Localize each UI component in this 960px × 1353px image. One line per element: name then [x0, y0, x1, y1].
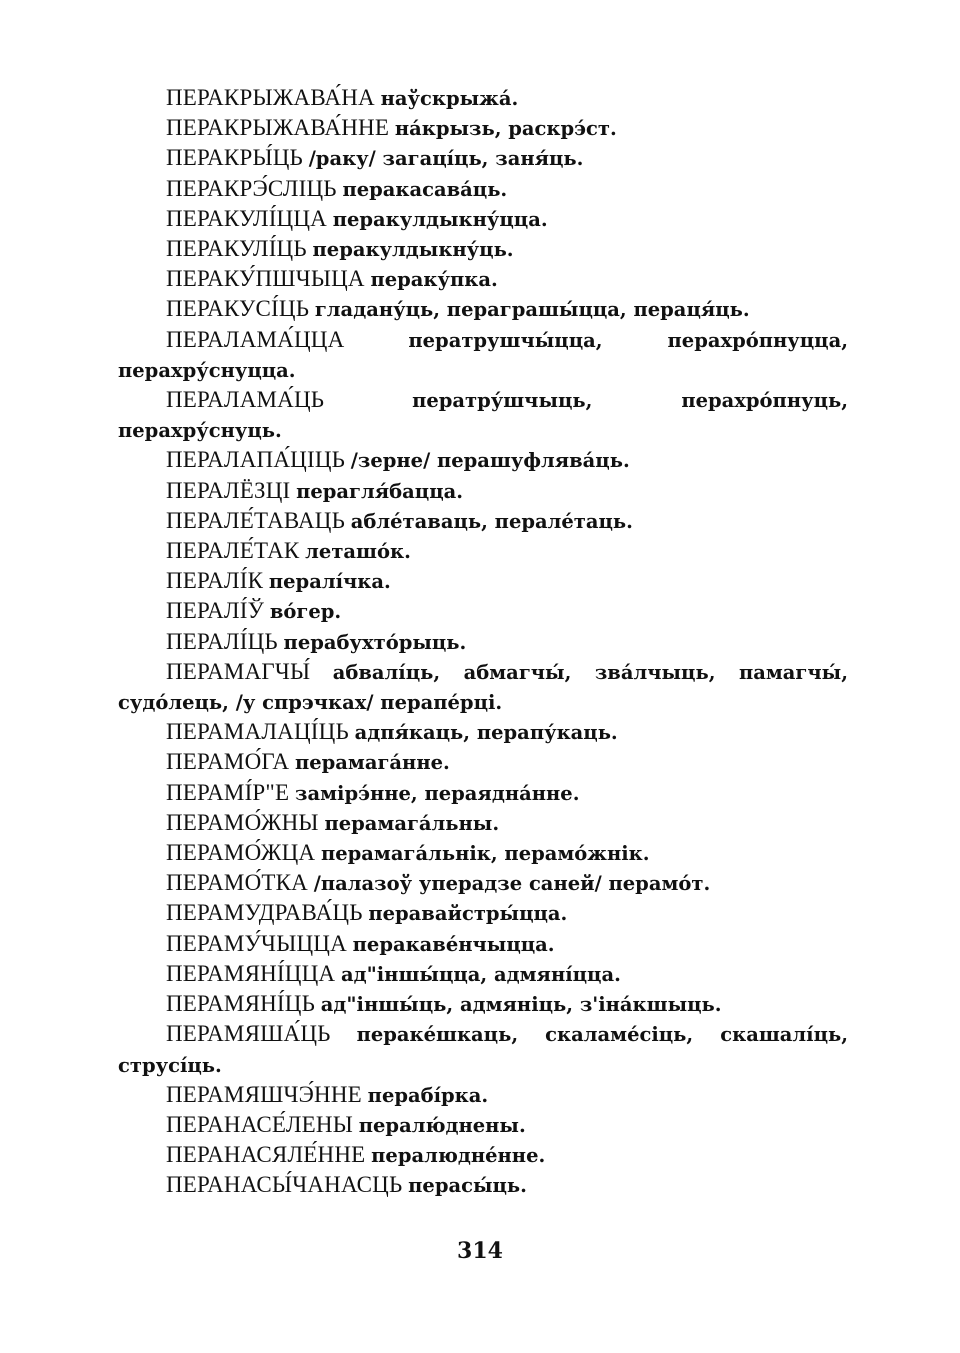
- entry-headword: ПЕРАЛАМА́ЦЬ: [166, 387, 325, 413]
- dictionary-entry: [118, 1019, 848, 1079]
- dictionary-entry: [118, 113, 848, 143]
- dictionary-entry: [118, 536, 848, 566]
- dictionary-entry: [118, 294, 848, 324]
- dictionary-entry: [118, 627, 848, 657]
- dictionary-entry: [118, 657, 848, 717]
- dictionary-entry: [118, 989, 848, 1019]
- entry-headword: ПЕРАКУЛІ́ЦЦА: [166, 205, 327, 231]
- entry-headword: ПЕРАМУ́ЧЫЦЦА: [166, 930, 347, 956]
- entry-definition: во́гер.: [269, 600, 342, 624]
- entry-definition: ад"іншы́ць, адмяніць, з'іна́кшыць.: [320, 993, 722, 1017]
- entry-definition: пeравайстры́цца.: [368, 902, 568, 926]
- page-number: 314: [457, 1238, 503, 1264]
- dictionary-entry: [118, 929, 848, 959]
- dictionary-entry: [118, 325, 848, 385]
- dictionary-entry: [118, 959, 848, 989]
- dictionary-entry: [118, 747, 848, 777]
- dictionary-entry: [118, 717, 848, 747]
- dictionary-entry: [118, 566, 848, 596]
- entry-headword: ПЕРАЛАМА́ЦЦА: [166, 326, 345, 352]
- dictionary-entry: [118, 778, 848, 808]
- entry-headword: ПЕРАМУДРАВА́ЦЬ: [166, 900, 363, 926]
- entry-definition: перaку́пка.: [370, 268, 498, 292]
- entry-headword: ПЕРАМО́ЖНЫ: [166, 809, 319, 835]
- entry-headword: ПЕРАЛІ́Ў: [166, 598, 265, 624]
- entry-headword: ПЕРАЛЕ́ТАВАЦЬ: [166, 507, 345, 533]
- entry-definition: пeратрушчы́цца, перахро́пнуцца, перахру́снуцца.: [118, 328, 849, 382]
- entry-headword: ПЕРАМЯШЧЭ́ННЕ: [166, 1081, 362, 1107]
- entry-definition: перамага́нне.: [294, 751, 450, 775]
- dictionary-entry: [118, 174, 848, 204]
- entry-headword: ПЕРАЛЕ́ТАК: [166, 538, 300, 564]
- entry-definition: абвалі́ць, абмагчы́, зва́лчыць, памагчы́, судо́лець, /у спрэчках/ перапе́рці.: [118, 660, 848, 715]
- entry-definition: перагля́бацца.: [296, 479, 464, 503]
- entry-definition: гладану́ць, пераграшы́цца, пераця́ць.: [314, 298, 750, 322]
- entry-definition: перамага́льнік, перамо́жнік.: [320, 842, 650, 866]
- dictionary-entry: [118, 204, 848, 234]
- dictionary-entry: [118, 445, 848, 475]
- entry-headword: ПЕРАМЯНІ́ЦЦА: [166, 960, 336, 986]
- entry-definition: перабухто́рыць.: [283, 630, 467, 654]
- entry-headword: ПЕРАКУСІ́ЦЬ: [166, 296, 310, 322]
- entry-definition: на́крызь, раскрэ́ст.: [394, 117, 617, 141]
- entry-definition: пeралю́днены.: [358, 1113, 526, 1137]
- entry-headword: ПЕРАНАСЫ́ЧАНАСЦЬ: [166, 1172, 403, 1198]
- entry-definition: пералюднéнне.: [371, 1144, 546, 1168]
- entry-definition: леташо́к.: [305, 540, 411, 564]
- dictionary-entry: [118, 143, 848, 173]
- entry-definition: наўскрыжа́.: [380, 87, 519, 110]
- entry-headword: ПЕРАКУЛІ́ЦЬ: [166, 236, 307, 262]
- entry-headword: ПЕРАЛІ́ЦЬ: [166, 628, 278, 654]
- entry-headword: ПЕРАНАСЯЛЕ́ННЕ: [166, 1142, 366, 1168]
- entry-headword: ПЕРАЛІ́К: [166, 568, 264, 594]
- entry-headword: ПЕРАМІ́Р"Е: [166, 779, 290, 805]
- entry-headword: ПЕРАКРЫ́ЦЬ: [166, 145, 303, 171]
- entry-headword: ПЕРАЛЁЗЦІ: [166, 477, 291, 503]
- dictionary-entry: [118, 264, 848, 294]
- dictionary-entry: [118, 838, 848, 868]
- entry-definition: пeратру́шчыць, перахро́пнуць, перахру́снуць.: [118, 389, 848, 443]
- entry-headword: ПЕРАМЯНІ́ЦЬ: [166, 991, 315, 1017]
- entry-definition: перакавéнчыцца.: [352, 932, 555, 956]
- dictionary-entry: [118, 808, 848, 838]
- entry-definition: /палазоў уперадзе саней/ перамо́т.: [313, 872, 711, 896]
- entry-definition: ад"іншы́цца, адмяні́цца.: [340, 962, 621, 986]
- entry-definition: перакéшкаць, скалaме́сіць, скашалі́ць, струсі́ць.: [118, 1023, 849, 1077]
- entry-definition: /зерне/ перашуфлява́ць.: [350, 449, 630, 473]
- dictionary-entry: [118, 506, 848, 536]
- entry-headword: ПЕРАМО́ГА: [166, 749, 290, 775]
- entry-definition: замірэ́нне, пераядна́нне.: [295, 781, 580, 805]
- entry-definition: перaлі́чка.: [268, 570, 391, 594]
- entry-definition: перакулдыкну́ць.: [312, 238, 514, 262]
- entry-definition: /раку/ загаці́ць, заня́ць.: [308, 147, 584, 171]
- entry-headword: ПЕРАНАСЕ́ЛЕНЫ: [166, 1111, 353, 1137]
- entry-headword: ПЕРАМО́ТКА: [166, 870, 308, 896]
- entry-headword: ПЕРАМЯША́ЦЬ: [166, 1021, 331, 1047]
- entry-headword: ПЕРАЛАПА́ЦІЦЬ: [166, 447, 346, 473]
- dictionary-entry: [118, 476, 848, 506]
- entry-definition: перамага́льны.: [324, 811, 500, 835]
- dictionary-entry: [118, 83, 848, 113]
- entry-headword: ПЕРАМАГЧЫ́: [166, 658, 311, 684]
- dictionary-entry: [118, 385, 848, 445]
- entry-headword: ПЕРАКРЫЖАВА́НА: [166, 85, 375, 110]
- entry-definition: перакулдыкну́цца.: [332, 207, 548, 231]
- dictionary-entry: [118, 868, 848, 898]
- entry-headword: ПЕРАМАЛАЦІ́ЦЬ: [166, 719, 349, 745]
- entry-headword: ПЕРАКРЫЖАВА́ННЕ: [166, 115, 390, 141]
- entry-definition: перабі́рка.: [367, 1083, 489, 1107]
- dictionary-entry: [118, 898, 848, 928]
- dictionary-entry: [118, 596, 848, 626]
- entry-definition: перакасава́ць.: [342, 177, 508, 201]
- entry-headword: ПЕРАКРЭ́СЛІЦЬ: [166, 175, 337, 201]
- dictionary-entry: [118, 1080, 848, 1110]
- dictionary-page: [118, 83, 848, 1201]
- dictionary-entry: [118, 1110, 848, 1140]
- dictionary-entry: [118, 234, 848, 264]
- entry-headword: ПЕРАКУ́ПШЧЫЦА: [166, 266, 365, 292]
- entry-definition: аблéтаваць, перале́таць.: [350, 509, 633, 533]
- dictionary-entry: [118, 1170, 848, 1200]
- entry-headword: ПЕРАМО́ЖЦА: [166, 840, 316, 866]
- dictionary-entry: [118, 1140, 848, 1170]
- entry-definition: перасы́ць.: [408, 1174, 527, 1198]
- entry-definition: адпя́каць, перапу́каць.: [354, 721, 618, 745]
